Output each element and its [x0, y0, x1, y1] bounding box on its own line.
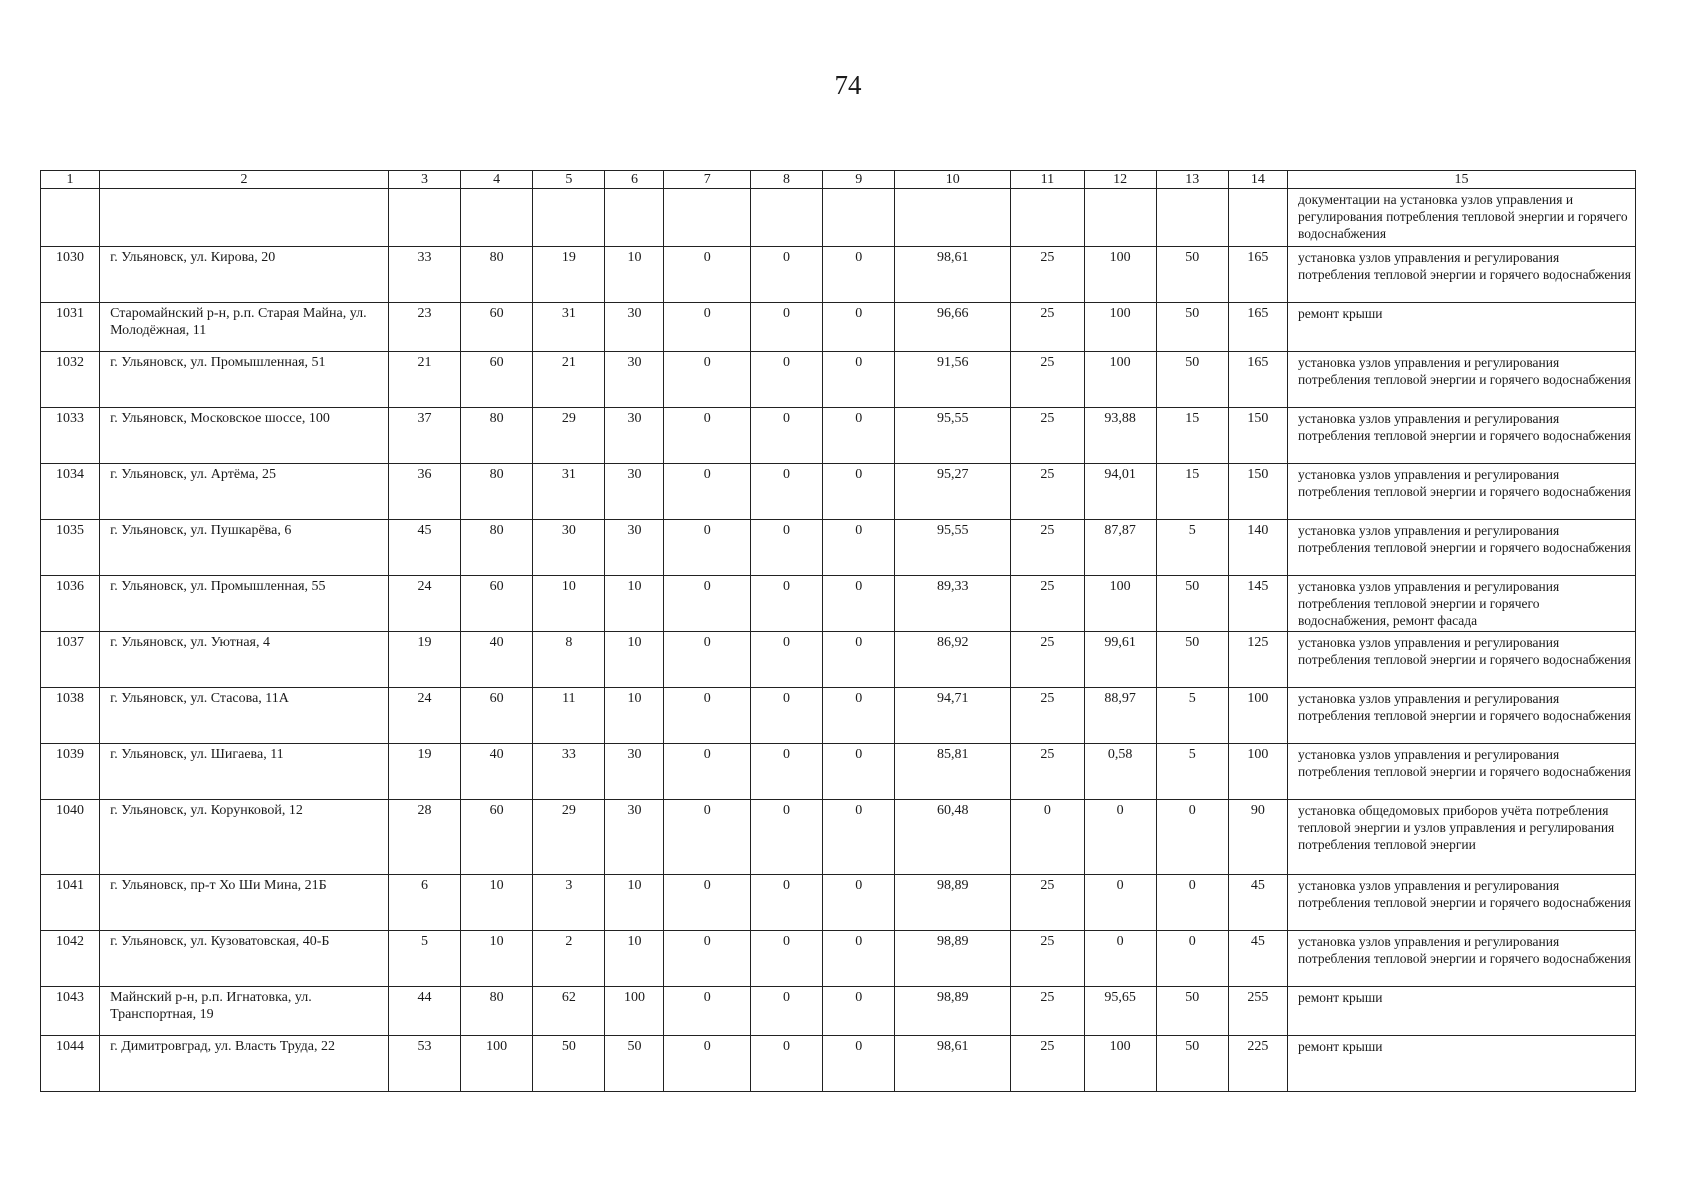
value-cell-col-13: 50	[1156, 352, 1228, 408]
value-cell-col-11: 25	[1011, 632, 1084, 688]
value-cell-col-12: 100	[1084, 247, 1156, 303]
value-cell-col-6: 10	[605, 632, 664, 688]
value-cell-col-12: 94,01	[1084, 464, 1156, 520]
column-header-4: 4	[461, 171, 533, 189]
value-cell-col-7	[664, 189, 750, 247]
value-cell-col-7: 0	[664, 800, 750, 875]
value-cell-col-7: 0	[664, 408, 750, 464]
value-cell-col-11: 25	[1011, 303, 1084, 352]
value-cell-col-3: 19	[388, 632, 460, 688]
value-cell-col-8: 0	[750, 408, 822, 464]
value-cell-col-8: 0	[750, 800, 822, 875]
value-cell-col-14	[1228, 189, 1287, 247]
value-cell-col-11: 25	[1011, 352, 1084, 408]
value-cell-col-6: 30	[605, 464, 664, 520]
value-cell-col-9: 0	[823, 247, 895, 303]
row-number-cell: 1041	[41, 875, 100, 931]
column-header-8: 8	[750, 171, 822, 189]
value-cell-col-13: 50	[1156, 987, 1228, 1036]
value-cell-col-14: 125	[1228, 632, 1287, 688]
value-cell-col-5: 8	[533, 632, 605, 688]
value-cell-col-6: 30	[605, 408, 664, 464]
value-cell-col-11: 25	[1011, 408, 1084, 464]
table-row	[41, 576, 1636, 632]
value-cell-col-4: 60	[461, 576, 533, 632]
value-cell-col-12: 88,97	[1084, 688, 1156, 744]
value-cell-col-6: 10	[605, 247, 664, 303]
value-cell-col-9: 0	[823, 576, 895, 632]
value-cell-col-12: 100	[1084, 576, 1156, 632]
value-cell-col-13: 50	[1156, 303, 1228, 352]
value-cell-col-14: 150	[1228, 464, 1287, 520]
value-cell-col-10: 98,61	[895, 1036, 1011, 1092]
value-cell-col-3: 33	[388, 247, 460, 303]
value-cell-col-10: 85,81	[895, 744, 1011, 800]
address-cell: г. Димитровград, ул. Власть Труда, 22	[100, 1036, 389, 1092]
value-cell-col-13: 50	[1156, 576, 1228, 632]
value-cell-col-13: 0	[1156, 800, 1228, 875]
value-cell-col-4: 80	[461, 987, 533, 1036]
value-cell-col-12	[1084, 189, 1156, 247]
table-row	[41, 875, 1636, 931]
value-cell-col-10: 98,89	[895, 875, 1011, 931]
value-cell-col-6: 10	[605, 688, 664, 744]
row-number-cell: 1031	[41, 303, 100, 352]
value-cell-col-9: 0	[823, 688, 895, 744]
value-cell-col-12: 100	[1084, 303, 1156, 352]
column-header-6: 6	[605, 171, 664, 189]
value-cell-col-9: 0	[823, 931, 895, 987]
column-header-12: 12	[1084, 171, 1156, 189]
value-cell-col-3	[388, 189, 460, 247]
value-cell-col-4: 80	[461, 247, 533, 303]
value-cell-col-3: 37	[388, 408, 460, 464]
work-description-cell: установка узлов управления и регулирования потребления тепловой энергии и горячего водоснабжения	[1287, 931, 1635, 987]
value-cell-col-3: 44	[388, 987, 460, 1036]
value-cell-col-4: 80	[461, 464, 533, 520]
value-cell-col-9: 0	[823, 520, 895, 576]
value-cell-col-11: 25	[1011, 464, 1084, 520]
table-row	[41, 688, 1636, 744]
value-cell-col-3: 36	[388, 464, 460, 520]
value-cell-col-4: 10	[461, 875, 533, 931]
value-cell-col-14: 255	[1228, 987, 1287, 1036]
column-header-3: 3	[388, 171, 460, 189]
value-cell-col-14: 140	[1228, 520, 1287, 576]
value-cell-col-6: 30	[605, 352, 664, 408]
work-description-cell: установка узлов управления и регулирования потребления тепловой энергии и горячего водоснабжения	[1287, 520, 1635, 576]
value-cell-col-7: 0	[664, 1036, 750, 1092]
value-cell-col-3: 23	[388, 303, 460, 352]
value-cell-col-10: 89,33	[895, 576, 1011, 632]
row-number-cell: 1038	[41, 688, 100, 744]
work-description-cell: ремонт крыши	[1287, 303, 1635, 352]
value-cell-col-4: 40	[461, 744, 533, 800]
value-cell-col-12: 87,87	[1084, 520, 1156, 576]
address-cell: г. Ульяновск, ул. Уютная, 4	[100, 632, 389, 688]
value-cell-col-4: 60	[461, 352, 533, 408]
address-cell	[100, 189, 389, 247]
value-cell-col-14: 165	[1228, 247, 1287, 303]
value-cell-col-4: 60	[461, 303, 533, 352]
row-number-cell: 1030	[41, 247, 100, 303]
value-cell-col-8	[750, 189, 822, 247]
value-cell-col-5: 29	[533, 800, 605, 875]
value-cell-col-10: 98,89	[895, 987, 1011, 1036]
table-row	[41, 464, 1636, 520]
value-cell-col-14: 100	[1228, 744, 1287, 800]
value-cell-col-12: 0,58	[1084, 744, 1156, 800]
address-cell: г. Ульяновск, ул. Промышленная, 51	[100, 352, 389, 408]
value-cell-col-4: 80	[461, 520, 533, 576]
value-cell-col-7: 0	[664, 303, 750, 352]
value-cell-col-7: 0	[664, 464, 750, 520]
row-number-cell: 1042	[41, 931, 100, 987]
value-cell-col-9: 0	[823, 408, 895, 464]
value-cell-col-4: 80	[461, 408, 533, 464]
value-cell-col-9: 0	[823, 464, 895, 520]
value-cell-col-5: 31	[533, 464, 605, 520]
work-description-cell: установка узлов управления и регулирования потребления тепловой энергии и горячего водоснабжения	[1287, 247, 1635, 303]
table-row	[41, 931, 1636, 987]
address-cell: г. Ульяновск, ул. Кузоватовская, 40-Б	[100, 931, 389, 987]
row-number-cell: 1044	[41, 1036, 100, 1092]
value-cell-col-6: 100	[605, 987, 664, 1036]
value-cell-col-8: 0	[750, 744, 822, 800]
value-cell-col-14: 165	[1228, 352, 1287, 408]
value-cell-col-12: 95,65	[1084, 987, 1156, 1036]
value-cell-col-13: 15	[1156, 464, 1228, 520]
value-cell-col-7: 0	[664, 875, 750, 931]
value-cell-col-5: 11	[533, 688, 605, 744]
value-cell-col-9	[823, 189, 895, 247]
value-cell-col-8: 0	[750, 247, 822, 303]
value-cell-col-14: 100	[1228, 688, 1287, 744]
value-cell-col-5: 31	[533, 303, 605, 352]
table-body	[41, 189, 1636, 1092]
value-cell-col-13	[1156, 189, 1228, 247]
value-cell-col-14: 150	[1228, 408, 1287, 464]
value-cell-col-8: 0	[750, 632, 822, 688]
address-cell: г. Ульяновск, ул. Шигаева, 11	[100, 744, 389, 800]
value-cell-col-6: 30	[605, 303, 664, 352]
value-cell-col-10: 95,55	[895, 408, 1011, 464]
address-cell: г. Ульяновск, пр-т Хо Ши Мина, 21Б	[100, 875, 389, 931]
value-cell-col-7: 0	[664, 987, 750, 1036]
value-cell-col-3: 19	[388, 744, 460, 800]
value-cell-col-6: 10	[605, 931, 664, 987]
value-cell-col-9: 0	[823, 303, 895, 352]
value-cell-col-5: 10	[533, 576, 605, 632]
value-cell-col-6: 30	[605, 800, 664, 875]
value-cell-col-10: 98,89	[895, 931, 1011, 987]
work-description-cell: установка узлов управления и регулирования потребления тепловой энергии и горячего водоснабжения	[1287, 688, 1635, 744]
value-cell-col-13: 0	[1156, 875, 1228, 931]
value-cell-col-4: 40	[461, 632, 533, 688]
address-cell: Старомайнский р-н, р.п. Старая Майна, ул. Молодёжная, 11	[100, 303, 389, 352]
value-cell-col-11: 25	[1011, 744, 1084, 800]
value-cell-col-14: 90	[1228, 800, 1287, 875]
address-cell: Майнский р-н, р.п. Игнатовка, ул. Транспортная, 19	[100, 987, 389, 1036]
value-cell-col-7: 0	[664, 576, 750, 632]
value-cell-col-11: 25	[1011, 576, 1084, 632]
value-cell-col-12: 100	[1084, 1036, 1156, 1092]
value-cell-col-10: 95,27	[895, 464, 1011, 520]
value-cell-col-3: 24	[388, 688, 460, 744]
value-cell-col-10: 60,48	[895, 800, 1011, 875]
column-header-7: 7	[664, 171, 750, 189]
table-row	[41, 520, 1636, 576]
value-cell-col-9: 0	[823, 352, 895, 408]
value-cell-col-3: 53	[388, 1036, 460, 1092]
data-table	[40, 170, 1636, 1092]
value-cell-col-13: 15	[1156, 408, 1228, 464]
address-cell: г. Ульяновск, ул. Корунковой, 12	[100, 800, 389, 875]
row-number-cell: 1033	[41, 408, 100, 464]
value-cell-col-9: 0	[823, 875, 895, 931]
value-cell-col-11: 25	[1011, 987, 1084, 1036]
value-cell-col-14: 225	[1228, 1036, 1287, 1092]
value-cell-col-12: 99,61	[1084, 632, 1156, 688]
value-cell-col-6	[605, 189, 664, 247]
address-cell: г. Ульяновск, ул. Пушкарёва, 6	[100, 520, 389, 576]
work-description-cell: ремонт крыши	[1287, 1036, 1635, 1092]
value-cell-col-5: 19	[533, 247, 605, 303]
address-cell: г. Ульяновск, ул. Стасова, 11А	[100, 688, 389, 744]
value-cell-col-8: 0	[750, 352, 822, 408]
value-cell-col-6: 30	[605, 744, 664, 800]
work-description-cell: установка узлов управления и регулирования потребления тепловой энергии и горячего водоснабжения	[1287, 408, 1635, 464]
value-cell-col-12: 0	[1084, 800, 1156, 875]
value-cell-col-10: 98,61	[895, 247, 1011, 303]
value-cell-col-7: 0	[664, 352, 750, 408]
row-number-cell: 1032	[41, 352, 100, 408]
table-row	[41, 1036, 1636, 1092]
row-number-cell: 1036	[41, 576, 100, 632]
value-cell-col-8: 0	[750, 1036, 822, 1092]
value-cell-col-7: 0	[664, 688, 750, 744]
work-description-cell: документации на установка узлов управления и регулирования потребления тепловой энергии и горячего водоснабжения	[1287, 189, 1635, 247]
row-number-cell: 1037	[41, 632, 100, 688]
table-header	[41, 171, 1636, 189]
address-cell: г. Ульяновск, Московское шоссе, 100	[100, 408, 389, 464]
column-header-9: 9	[823, 171, 895, 189]
value-cell-col-5: 3	[533, 875, 605, 931]
value-cell-col-5: 21	[533, 352, 605, 408]
value-cell-col-8: 0	[750, 464, 822, 520]
value-cell-col-7: 0	[664, 247, 750, 303]
row-number-cell: 1040	[41, 800, 100, 875]
value-cell-col-6: 50	[605, 1036, 664, 1092]
value-cell-col-10: 95,55	[895, 520, 1011, 576]
value-cell-col-10: 86,92	[895, 632, 1011, 688]
table-row	[41, 303, 1636, 352]
value-cell-col-6: 10	[605, 875, 664, 931]
value-cell-col-5: 30	[533, 520, 605, 576]
work-description-cell: установка узлов управления и регулирования потребления тепловой энергии и горячего водоснабжения	[1287, 875, 1635, 931]
value-cell-col-7: 0	[664, 744, 750, 800]
table-row	[41, 352, 1636, 408]
value-cell-col-8: 0	[750, 303, 822, 352]
value-cell-col-9: 0	[823, 1036, 895, 1092]
value-cell-col-13: 5	[1156, 744, 1228, 800]
table-row	[41, 408, 1636, 464]
column-header-10: 10	[895, 171, 1011, 189]
table-row	[41, 189, 1636, 247]
column-header-14: 14	[1228, 171, 1287, 189]
value-cell-col-9: 0	[823, 744, 895, 800]
column-header-2: 2	[100, 171, 389, 189]
value-cell-col-3: 5	[388, 931, 460, 987]
table-row	[41, 744, 1636, 800]
value-cell-col-10: 96,66	[895, 303, 1011, 352]
value-cell-col-10: 91,56	[895, 352, 1011, 408]
work-description-cell: установка узлов управления и регулирования потребления тепловой энергии и горячего водоснабжения, ремонт фасада	[1287, 576, 1635, 632]
value-cell-col-3: 21	[388, 352, 460, 408]
value-cell-col-14: 45	[1228, 931, 1287, 987]
value-cell-col-9: 0	[823, 987, 895, 1036]
row-number-cell: 1039	[41, 744, 100, 800]
page-number: 74	[834, 70, 862, 100]
work-description-cell: установка узлов управления и регулирования потребления тепловой энергии и горячего водоснабжения	[1287, 464, 1635, 520]
value-cell-col-4: 60	[461, 688, 533, 744]
table-row	[41, 632, 1636, 688]
value-cell-col-14: 165	[1228, 303, 1287, 352]
value-cell-col-9: 0	[823, 632, 895, 688]
column-header-11: 11	[1011, 171, 1084, 189]
value-cell-col-10: 94,71	[895, 688, 1011, 744]
value-cell-col-5: 29	[533, 408, 605, 464]
value-cell-col-5: 50	[533, 1036, 605, 1092]
value-cell-col-8: 0	[750, 576, 822, 632]
work-description-cell: установка общедомовых приборов учёта потребления тепловой энергии и узлов управления и регулирования потребления тепловой энергии	[1287, 800, 1635, 875]
row-number-cell: 1043	[41, 987, 100, 1036]
row-number-cell: 1034	[41, 464, 100, 520]
value-cell-col-5: 62	[533, 987, 605, 1036]
value-cell-col-3: 24	[388, 576, 460, 632]
row-number-cell	[41, 189, 100, 247]
value-cell-col-11: 25	[1011, 688, 1084, 744]
row-number-cell: 1035	[41, 520, 100, 576]
column-header-13: 13	[1156, 171, 1228, 189]
value-cell-col-4: 100	[461, 1036, 533, 1092]
value-cell-col-3: 6	[388, 875, 460, 931]
value-cell-col-11: 25	[1011, 931, 1084, 987]
value-cell-col-11: 25	[1011, 520, 1084, 576]
value-cell-col-11: 25	[1011, 1036, 1084, 1092]
work-description-cell: установка узлов управления и регулирования потребления тепловой энергии и горячего водоснабжения	[1287, 632, 1635, 688]
value-cell-col-7: 0	[664, 520, 750, 576]
value-cell-col-4	[461, 189, 533, 247]
table-row	[41, 987, 1636, 1036]
value-cell-col-5: 33	[533, 744, 605, 800]
value-cell-col-11: 25	[1011, 875, 1084, 931]
value-cell-col-10	[895, 189, 1011, 247]
value-cell-col-8: 0	[750, 987, 822, 1036]
column-header-1: 1	[41, 171, 100, 189]
table-row	[41, 247, 1636, 303]
value-cell-col-5	[533, 189, 605, 247]
value-cell-col-13: 0	[1156, 931, 1228, 987]
work-description-cell: ремонт крыши	[1287, 987, 1635, 1036]
value-cell-col-9: 0	[823, 800, 895, 875]
table-row	[41, 800, 1636, 875]
column-header-15: 15	[1287, 171, 1635, 189]
value-cell-col-14: 145	[1228, 576, 1287, 632]
value-cell-col-11	[1011, 189, 1084, 247]
value-cell-col-12: 0	[1084, 931, 1156, 987]
value-cell-col-7: 0	[664, 931, 750, 987]
value-cell-col-13: 5	[1156, 520, 1228, 576]
value-cell-col-13: 50	[1156, 632, 1228, 688]
value-cell-col-11: 25	[1011, 247, 1084, 303]
column-header-5: 5	[533, 171, 605, 189]
value-cell-col-8: 0	[750, 688, 822, 744]
address-cell: г. Ульяновск, ул. Кирова, 20	[100, 247, 389, 303]
work-description-cell: установка узлов управления и регулирования потребления тепловой энергии и горячего водоснабжения	[1287, 352, 1635, 408]
value-cell-col-11: 0	[1011, 800, 1084, 875]
address-cell: г. Ульяновск, ул. Промышленная, 55	[100, 576, 389, 632]
value-cell-col-5: 2	[533, 931, 605, 987]
value-cell-col-8: 0	[750, 875, 822, 931]
value-cell-col-7: 0	[664, 632, 750, 688]
value-cell-col-12: 93,88	[1084, 408, 1156, 464]
value-cell-col-3: 28	[388, 800, 460, 875]
value-cell-col-8: 0	[750, 520, 822, 576]
value-cell-col-8: 0	[750, 931, 822, 987]
value-cell-col-12: 100	[1084, 352, 1156, 408]
value-cell-col-6: 10	[605, 576, 664, 632]
value-cell-col-4: 10	[461, 931, 533, 987]
value-cell-col-12: 0	[1084, 875, 1156, 931]
value-cell-col-14: 45	[1228, 875, 1287, 931]
address-cell: г. Ульяновск, ул. Артёма, 25	[100, 464, 389, 520]
value-cell-col-13: 50	[1156, 1036, 1228, 1092]
value-cell-col-3: 45	[388, 520, 460, 576]
value-cell-col-13: 50	[1156, 247, 1228, 303]
value-cell-col-13: 5	[1156, 688, 1228, 744]
value-cell-col-6: 30	[605, 520, 664, 576]
work-description-cell: установка узлов управления и регулирования потребления тепловой энергии и горячего водоснабжения	[1287, 744, 1635, 800]
value-cell-col-4: 60	[461, 800, 533, 875]
